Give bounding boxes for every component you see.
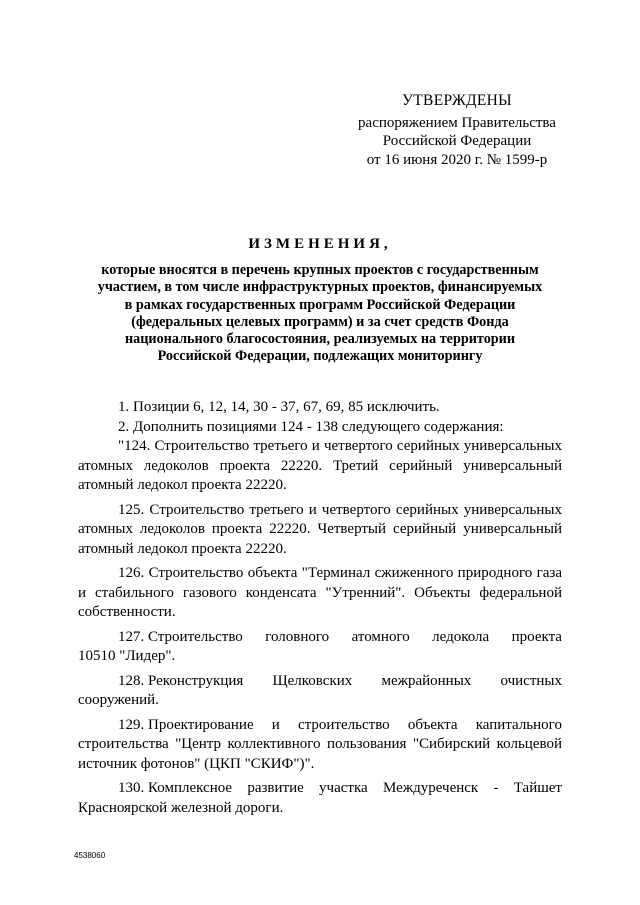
position-129 bbox=[78, 716, 562, 775]
position-130-tail: Красноярской железной дороги. bbox=[78, 799, 284, 816]
approval-line-1: распоряжением Правительства bbox=[358, 114, 556, 131]
word: 127. Строительство bbox=[118, 628, 243, 645]
document-body bbox=[78, 398, 562, 818]
word: межрайонных bbox=[381, 672, 472, 689]
position-126: 126. Строительство объекта "Терминал сжиженного природного газа и стабильного газового конденсата "Утренний". Объекты федеральной собственности. bbox=[78, 565, 562, 620]
word: 129. Проектирование bbox=[118, 716, 254, 733]
word: и bbox=[271, 716, 280, 733]
word: атомного bbox=[351, 628, 410, 645]
approval-heading: УТВЕРЖДЕНЫ bbox=[402, 92, 512, 109]
position-124: "124. Строительство третьего и четвертого серийных универсальных атомных ледоколов проекта 22220. Третий серийный универсальный атомный ледокол проекта 22220. bbox=[78, 438, 562, 493]
document-subtitle bbox=[70, 262, 570, 366]
word: головного bbox=[265, 628, 330, 645]
position-129-first-line bbox=[78, 716, 562, 736]
position-128 bbox=[78, 672, 562, 711]
word: 128. Реконструкция bbox=[118, 672, 244, 689]
subtitle-line: в рамках государственных программ Российской Федерации bbox=[124, 296, 516, 313]
subtitle-line: Российской Федерации, подлежащих мониторингу bbox=[157, 348, 483, 365]
word: очистных bbox=[500, 672, 562, 689]
position-130 bbox=[78, 779, 562, 818]
word: Тайшет bbox=[513, 780, 562, 796]
word: ледокола bbox=[432, 628, 490, 645]
approval-block bbox=[352, 92, 562, 169]
word: Междуреченск bbox=[382, 780, 479, 796]
position-129-tail: строительства "Центр коллективного пользования "Сибирский кольцевой источник фотонов" (ЦКП "СКИФ")". bbox=[78, 736, 562, 772]
word: строительство bbox=[298, 716, 390, 733]
document-title: ИЗМЕНЕНИЯ, bbox=[248, 236, 392, 252]
position-127-first-line bbox=[78, 628, 562, 648]
word: 130. Комплексное bbox=[118, 780, 233, 796]
subtitle-line: национального благосостояния, реализуемых на территории bbox=[124, 331, 516, 348]
item-1: 1. Позиции 6, 12, 14, 30 - 37, 67, 69, 85 исключить. bbox=[118, 399, 440, 415]
position-128-tail: сооружений. bbox=[78, 692, 159, 708]
position-128-first-line bbox=[78, 672, 562, 692]
item-2: 2. Дополнить позициями 124 - 138 следующего содержания: bbox=[118, 418, 504, 435]
position-130-first-line bbox=[78, 779, 562, 799]
word: развитие bbox=[247, 780, 304, 796]
word: Щелковских bbox=[272, 672, 353, 689]
subtitle-line: (федеральных целевых программ) и за счет средств Фонда bbox=[131, 313, 509, 330]
word: капитального bbox=[475, 716, 562, 733]
document-id: 4538060 bbox=[74, 851, 106, 860]
position-125: 125. Строительство третьего и четвертого серийных универсальных атомных ледоколов проекта 22220. Четвертый серийный универсальный атомный ледокол проекта 22220. bbox=[78, 501, 562, 557]
word: участка bbox=[319, 780, 368, 796]
word: - bbox=[493, 780, 499, 796]
word: объекта bbox=[407, 716, 458, 733]
position-127-tail: 10510 "Лидер". bbox=[78, 648, 176, 664]
word: проекта bbox=[511, 628, 562, 645]
approval-line-2: Российской Федерации bbox=[382, 133, 532, 149]
subtitle-line: которые вносятся в перечень крупных проектов с государственным bbox=[101, 262, 539, 278]
position-127 bbox=[78, 628, 562, 667]
approval-line-3: от 16 июня 2020 г. № 1599-р bbox=[366, 151, 548, 168]
subtitle-line: участием, в том числе инфраструктурных проектов, финансируемых bbox=[97, 279, 543, 296]
